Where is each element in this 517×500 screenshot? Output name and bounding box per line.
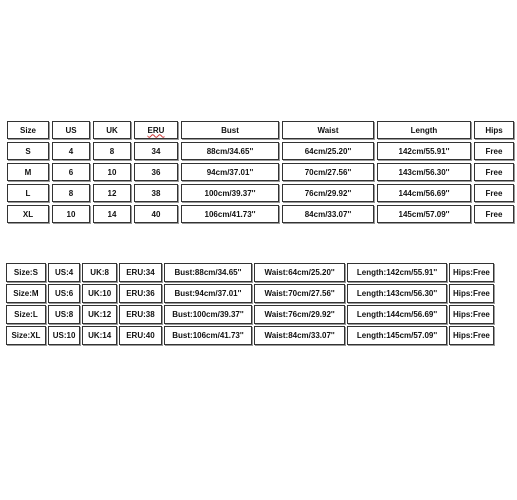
table-cell: Waist:70cm/27.56'' [254,284,345,303]
table-cell: 76cm/29.92'' [282,184,374,202]
table-cell: 4 [52,142,90,160]
table-cell: 88cm/34.65'' [181,142,279,160]
table-cell: L [7,184,49,202]
table-header-row [7,121,514,139]
table-cell: Free [474,142,514,160]
header-cell-eru [134,121,178,139]
header-cell-bust: Bust [181,121,279,139]
header-cell-us: US [52,121,90,139]
table-cell: Waist:64cm/25.20'' [254,263,345,282]
table-cell: Waist:76cm/29.92'' [254,305,345,324]
header-cell-waist: Waist [282,121,374,139]
table-cell: UK:8 [82,263,117,282]
table-cell: UK:14 [82,326,117,345]
table-cell: 36 [134,163,178,181]
table-cell: 34 [134,142,178,160]
table-cell: ERU:34 [119,263,162,282]
table-cell: 40 [134,205,178,223]
table-cell: M [7,163,49,181]
table-row [7,163,514,181]
table-cell: Hips:Free [449,305,494,324]
table-cell: 106cm/41.73'' [181,205,279,223]
table-row [7,184,514,202]
table-cell: Size:M [6,284,46,303]
table-row [7,142,514,160]
table-row [6,326,494,345]
header-cell-size: Size [7,121,49,139]
table-cell: Bust:94cm/37.01'' [164,284,252,303]
header-cell-length: Length [377,121,471,139]
table-cell: 6 [52,163,90,181]
table-cell: 143cm/56.30'' [377,163,471,181]
table-cell: S [7,142,49,160]
table-row [6,263,494,282]
table-cell: 64cm/25.20'' [282,142,374,160]
table-cell: Length:143cm/56.30'' [347,284,447,303]
table-cell: 12 [93,184,131,202]
table-cell: Size:XL [6,326,46,345]
table-cell: Bust:88cm/34.65'' [164,263,252,282]
table-cell: 38 [134,184,178,202]
table-cell: Length:142cm/55.91'' [347,263,447,282]
table-cell: UK:10 [82,284,117,303]
table-cell: US:6 [48,284,81,303]
table-cell: 14 [93,205,131,223]
table-cell: Hips:Free [449,263,494,282]
table-cell: XL [7,205,49,223]
table-cell: ERU:36 [119,284,162,303]
table-cell: Waist:84cm/33.07'' [254,326,345,345]
table-row [6,284,494,303]
table-cell: 10 [93,163,131,181]
table-cell: 8 [93,142,131,160]
size-chart-table-labeled [4,261,496,347]
table-cell: Hips:Free [449,284,494,303]
table-cell: UK:12 [82,305,117,324]
table-cell: 8 [52,184,90,202]
table-cell: Hips:Free [449,326,494,345]
table-cell: Size:L [6,305,46,324]
table-row [6,305,494,324]
table-cell: Bust:100cm/39.37'' [164,305,252,324]
table-cell: 10 [52,205,90,223]
table-cell: Bust:106cm/41.73'' [164,326,252,345]
table-cell: Size:S [6,263,46,282]
table-cell: 70cm/27.56'' [282,163,374,181]
table-cell: ERU:40 [119,326,162,345]
table-cell: US:4 [48,263,81,282]
table-cell: 100cm/39.37'' [181,184,279,202]
table-cell: US:10 [48,326,81,345]
header-eru-text: ERU [147,125,165,135]
header-cell-uk: UK [93,121,131,139]
table-cell: Free [474,184,514,202]
table-cell: ERU:38 [119,305,162,324]
table-cell: 145cm/57.09'' [377,205,471,223]
table-cell: Free [474,205,514,223]
header-cell-hips: Hips [474,121,514,139]
table-cell: Length:145cm/57.09'' [347,326,447,345]
table-row [7,205,514,223]
table-cell: 144cm/56.69'' [377,184,471,202]
table-cell: 142cm/55.91'' [377,142,471,160]
table-cell: Length:144cm/56.69'' [347,305,447,324]
table-cell: 94cm/37.01'' [181,163,279,181]
table-cell: US:8 [48,305,81,324]
table-cell: Free [474,163,514,181]
table-cell: 84cm/33.07'' [282,205,374,223]
size-chart-table-simple [4,118,517,226]
